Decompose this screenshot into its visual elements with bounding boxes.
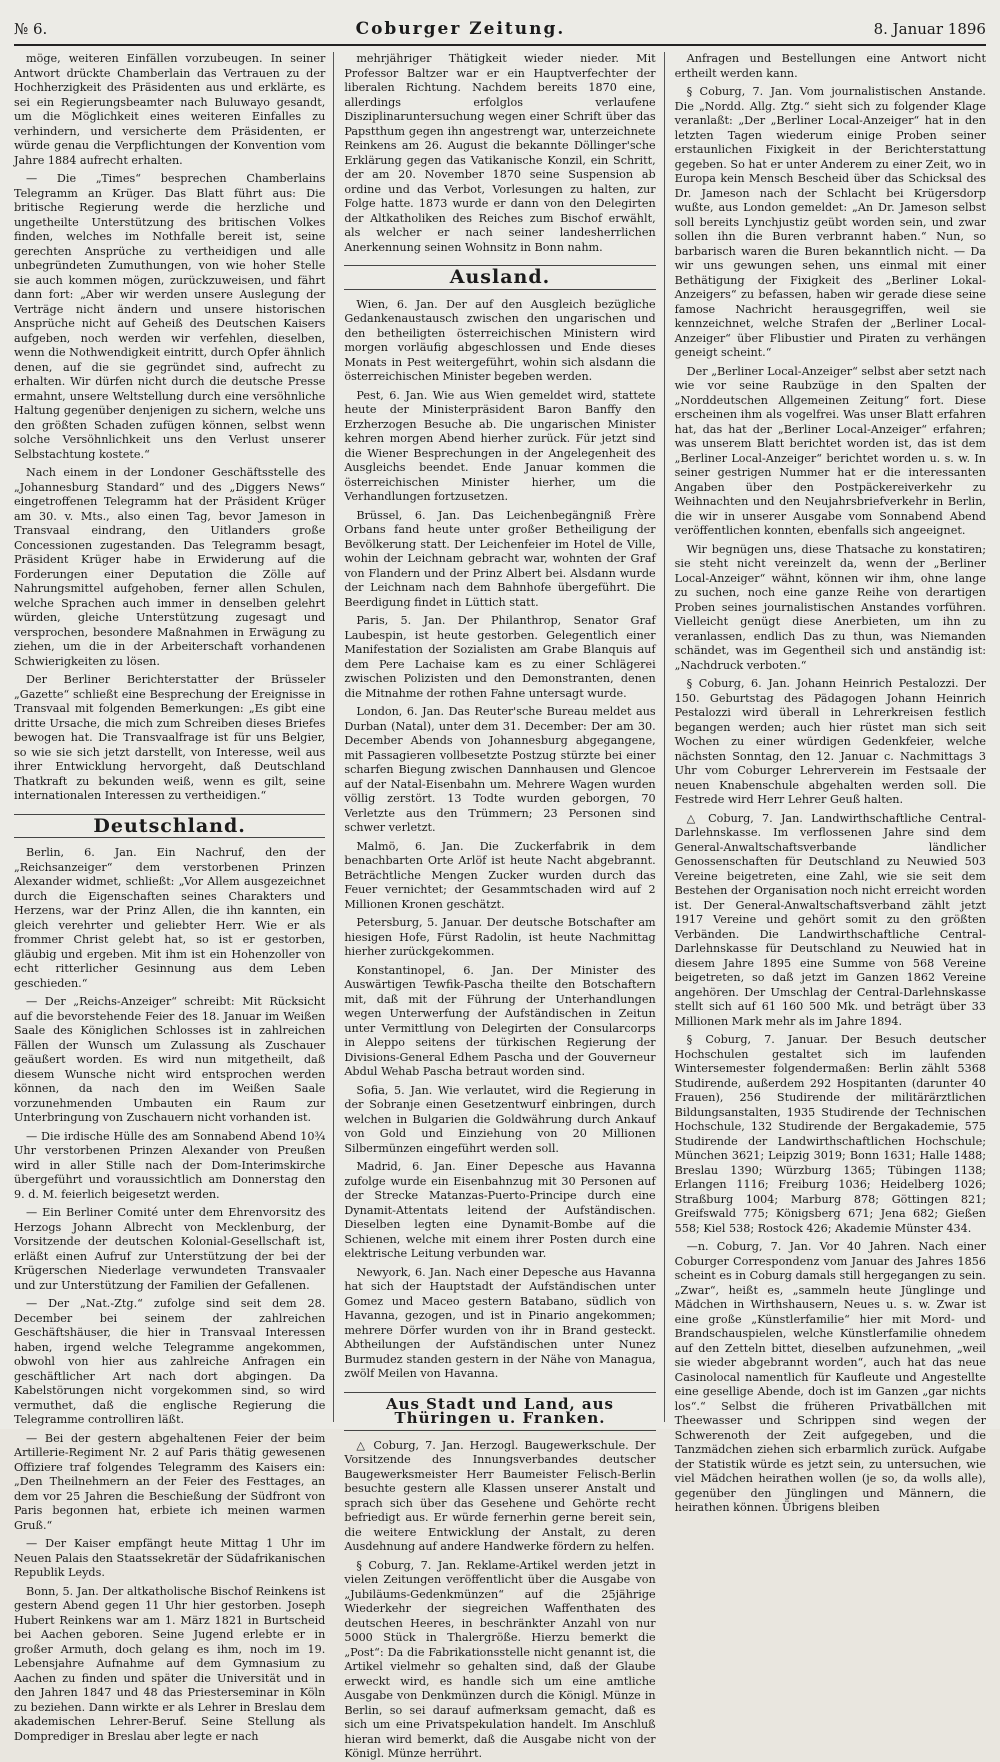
section-heading-stadt-und-land: Aus Stadt und Land, aus Thüringen u. Franken. (344, 1392, 655, 1431)
column-2 (344, 52, 664, 1760)
article-paragraph: § Coburg, 7. Januar. Der Besuch deutscher Hochschulen gestaltet sich im laufenden Wintersemester folgendermaßen: Berlin zählt 5368 Studirende, außerdem 292 Hospitanten (darunter 40 Frauen), 256 Studirende der militärärztlichen Bildungsanstalten, 1935 Studirende der Technischen Hochschule, 132 Studirende der Bergakademie, 575 Studirende der Landwirthschaftlichen Hochschule; München 3621; Leipzig 3019; Bonn 1631; Halle 1488; Breslau 1390; Würzburg 1365; Tübingen 1138; Erlangen 1116; Freiburg 1036; Heidelberg 1026; Straßburg 1004; Marburg 878; Göttingen 821; Greifswald 775; Königsberg 671; Jena 682; Gießen 558; Kiel 538; Rostock 426; Akademie Münster 434. (674, 1033, 986, 1235)
article-paragraph: § Coburg, 6. Jan. Johann Heinrich Pestalozzi. Der 150. Geburtstag des Pädagogen Johann Heinrich Pestalozzi wird überall in Lehrerkreisen festlich begangen werden; auch hier rüstet man sich seit Wochen zu einer würdigen Gedenkfeier, welche nächsten Sonntag, den 12. Januar c. Nachmittags 3 Uhr vom Coburger Lehrerverein im Festsaale der neuen Knabenschule abgehalten werden soll. Die Festrede wird Herr Lehrer Geuß halten. (674, 677, 986, 806)
article-paragraph: Der „Berliner Local-Anzeiger“ selbst aber setzt nach wie vor seine Raubzüge in den Spalten der „Norddeutschen Allgemeinen Zeitung“ fort. Diese erscheinen ihm als vogelfrei. Was unser Blatt erfahren hat, das hat der „Berliner Local-Anzeiger“ erfahren; was unserem Blatt berichtet worden ist, das ist dem „Berliner Local-Anzeiger“ berichtet worden u. s. w. In seiner gestrigen Nummer hat er die interessanten Angaben über den Postpäckereiverkehr zu Weihnachten und den Neujahrsbriefverkehr in Berlin, die wir in unserer Ausgabe vom Sonnabend Abend veröffentlichen konnten, ebenfalls sich angeeignet. (674, 364, 986, 537)
section-heading-ausland: Ausland. (344, 265, 655, 290)
article-paragraph: — Ein Berliner Comité unter dem Ehrenvorsitz des Herzogs Johann Albrecht von Mecklenburg, der Vorsitzende der deutschen Kolonial-Gesellschaft ist, erläßt einen Aufruf zur Unterstützung der bei der Krügerschen Niederlage verwundeten Transvaaler und zur Unterstützung der Familien der Gefallenen. (14, 1206, 326, 1292)
article-paragraph: Petersburg, 5. Januar. Der deutsche Botschafter am hiesigen Hofe, Fürst Radolin, ist heute Nachmittag hierher zurückgekommen. (344, 916, 656, 958)
article-paragraph: Der Berliner Berichterstatter der Brüsseler „Gazette“ schließt eine Besprechung der Ereignisse in Transvaal mit folgenden Bemerkungen: „Es gibt eine dritte Ursache, die mich zum Schreiben dieses Briefes bewogen hat. Die Transvaalfrage ist für uns Belgier, so wie sie sich jetzt darstellt, von Interesse, weil aus ihrer Entwicklung hervorgeht, daß Deutschland Thatkraft zu bekunden weiß, wenn es gilt, seine internationalen Interessen zu vertheidigen.“ (14, 673, 326, 802)
article-paragraph: Bonn, 5. Jan. Der altkatholische Bischof Reinkens ist gestern Abend gegen 11 Uhr hier gestorben. Joseph Hubert Reinkens war am 1. März 1821 in Burtscheid bei Aachen geboren. Seine Jugend erlebte er in großer Armuth, doch gelang es ihm, noch im 19. Lebensjahre Aufnahme auf dem Gymnasium zu Aachen zu finden und später die Universität und in den Jahren 1847 und 48 das Priesterseminar in Köln zu beziehen. Dann wirkte er als Lehrer in Breslau dem akademischen Lehrer-Beruf. Seine Stellung als Domprediger in Breslau aber legte er nach (14, 1584, 326, 1743)
article-paragraph: Sofia, 5. Jan. Wie verlautet, wird die Regierung in der Sobranje einen Gesetzentwurf einbringen, durch welchen in Bulgarien die Goldwährung durch Ankauf von Gold und Einziehung von 20 Millionen Silbermünzen eingeführt werden soll. (344, 1083, 656, 1155)
article-paragraph: — Der „Nat.-Ztg.“ zufolge sind seit dem 28. December bei seinem der zahlreichen Geschäftshäuser, die hier in Transvaal Interessen haben, irgend welche Telegramme angekommen, obwohl von hier aus zahlreiche Anfragen ein geschäftlicher Art nach dort abgingen. Da Kabelstörungen nicht vorgekommen sind, so wird vermuthet, daß die englische Regierung die Telegramme controlliren läßt. (14, 1297, 326, 1426)
columns (14, 52, 986, 1760)
article-paragraph: △ Coburg, 7. Jan. Landwirthschaftliche Central-Darlehnskasse. Im verflossenen Jahre sind dem General-Anwaltschaftsverbande ländlicher Genossenschaften für Deutschland zu Neuwied 503 Vereine beigetreten, eine Zahl, wie sie seit dem Bestehen der Organisation noch nicht erreicht worden ist. Der General-Anwaltschaftsverband zählt jetzt 1917 Vereine und gehört somit zu den größten Verbänden. Die Landwirthschaftliche Central-Darlehnskasse für Deutschland zu Neuwied hat in diesem Jahre 1895 eine Summe von 568 Vereine beigetreten, so daß jetzt im Ganzen 1862 Vereine angehören. Der Umschlag der Central-Darlehnskasse stellt sich auf 61 160 500 Mk. und beträgt über 33 Millionen Mark mehr als im Jahre 1894. (674, 811, 986, 1028)
article-paragraph: Berlin, 6. Jan. Ein Nachruf, den der „Reichsanzeiger“ dem verstorbenen Prinzen Alexander widmet, schließt: „Vor Allem ausgezeichnet durch die Eigenschaften seines Charakters und Herzens, war der Prinz Allen, die ihn kannten, ein gleich verehrter und geliebter Herr. Wie er als frommer Christ gelebt hat, so ist er gestorben, gläubig und ergeben. Mit ihm ist ein Hohenzoller von echt ritterlicher Gesinnung aus dem Leben geschieden.“ (14, 846, 326, 990)
article-paragraph: Paris, 5. Jan. Der Philanthrop, Senator Graf Laubespin, ist heute gestorben. Gelegentlich einer Manifestation der Sozialisten am Grabe Blanquis auf dem Pere Lachaise kam es zu einer Schlägerei zwischen Polizisten und den Demonstranten, denen die Mitnahme der rothen Fahne untersagt wurde. (344, 614, 656, 700)
page-header (14, 14, 986, 46)
article-paragraph: Wir begnügen uns, diese Thatsache zu konstatiren; sie steht nicht vereinzelt da, wenn der „Berliner Local-Anzeiger“ wähnt, können wir ihm, ohne lange zu suchen, noch eine ganze Reihe von derartigen Proben seines journalistischen Anstandes vorführen. Vielleicht genügt diese Anerbieten, um ihn zu veranlassen, endlich Das zu thun, was Niemanden schändet, was im Gegentheil sich und anständig ist: „Nachdruck verboten.“ (674, 542, 986, 672)
article-paragraph: — Der „Reichs-Anzeiger“ schreibt: Mit Rücksicht auf die bevorstehende Feier des 18. Januar im Weißen Saale des Königlichen Schlosses ist in zahlreichen Fällen der Wunsch um Zulassung als Zuschauer geäußert worden. Es wird nun mitgetheilt, daß diesem Wunsche nicht wird entsprochen werden können, da nach den im Weißen Saale vorzunehmenden Umbauten ein Raum zur Unterbringung von Zuschauern nicht vorhanden ist. (14, 995, 326, 1124)
article-paragraph: — Die irdische Hülle des am Sonnabend Abend 10¾ Uhr verstorbenen Prinzen Alexander von Preußen wird in aller Stille nach der Dom-Interimskirche übergeführt und voraussichtlich am Donnerstag den 9. d. M. feierlich beigesetzt werden. (14, 1129, 326, 1201)
article-paragraph: Pest, 6. Jan. Wie aus Wien gemeldet wird, stattete heute der Ministerpräsident Baron Banffy den Erzherzogen Besuche ab. Die ungarischen Minister kehren morgen Abend hierher zurück. Für jetzt sind die Wiener Besprechungen in der Angelegenheit des Ausgleichs beendet. Ende Januar kommen die österreichischen Minister hierher, um die Verhandlungen fortzusetzen. (344, 388, 656, 503)
section-heading-deutschland: Deutschland. (14, 814, 325, 839)
article-paragraph: Anfragen und Bestellungen eine Antwort nicht ertheilt werden kann. (674, 52, 986, 80)
article-paragraph: Brüssel, 6. Jan. Das Leichenbegängniß Frère Orbans fand heute unter großer Betheiligung der Bevölkerung statt. Der Leichenfeier im Hotel de Ville, wohin der Leichnam gebracht war, wohnten der Graf von Flandern und der Prinz Albert bei. Alsdann wurde der Leichnam nach dem Bahnhofe übergeführt. Die Beerdigung findet in Lüttich statt. (344, 508, 656, 609)
article-paragraph: möge, weiteren Einfällen vorzubeugen. In seiner Antwort drückte Chamberlain das Vertrauen zu der Hochherzigkeit des Präsidenten aus und erklärte, es sei ein Regierungsbeamter nach Buluwayo gesandt, um die Möglichkeit eines weiteren Einfalles zu verhindern, und versicherte dem Präsidenten, er würde genau die Verpflichtungen der Konvention vom Jahre 1884 aufrecht erhalten. (14, 52, 326, 167)
newspaper-title: Coburger Zeitung. (355, 19, 566, 39)
article-paragraph: — Der Kaiser empfängt heute Mittag 1 Uhr im Neuen Palais den Staatssekretär der Südafrikanischen Republik Leyds. (14, 1537, 326, 1579)
article-paragraph: Madrid, 6. Jan. Einer Depesche aus Havanna zufolge wurde ein Eisenbahnzug mit 30 Personen auf der Strecke Matanzas-Puerto-Principe durch eine Dynamit-Attentats leitend der Aufständischen. Dieselben legten eine Dynamit-Bombe auf die Schienen, welche mit einem ihrer Posten durch eine elektrische Leitung verbunden war. (344, 1160, 656, 1260)
article-paragraph: Konstantinopel, 6. Jan. Der Minister des Auswärtigen Tewfik-Pascha theilte den Botschaftern mit, daß mit der Führung der Unterhandlungen wegen Unterwerfung der Aufständischen in Zeitun unter Vermittlung von Delegirten der Consularcorps in Aleppo seitens der türkischen Regierung der Divisions-General Edhem Pascha und der Gouverneur Abdul Wehab Pascha betraut worden sind. (344, 963, 656, 1078)
article-paragraph: § Coburg, 7. Jan. Vom journalistischen Anstande. Die „Nordd. Allg. Ztg.“ sieht sich zu folgender Klage veranlaßt: „Der „Berliner Local-Anzeiger“ hat in den letzten Tagen wiederum einige Proben seiner erstaunlichen Fixigkeit in der Berichterstattung gegeben. So hat er unter Anderem zu einer Zeit, wo in Europa kein Mensch Bescheid über das Schicksal des Dr. Jameson nach der Schlacht bei Krügersdorp wußte, aus London gemeldet: „An Dr. Jameson selbst soll bereits Lynchjustiz geübt worden sein, und zwar sollen ihn die Buren verbrannt haben.“ Nun, so barbarisch waren die Buren bekanntlich nicht. — Da wir uns gewungen sehen, uns einmal mit einer Bethätigung der Fixigkeit des „Berliner Lokal-Anzeigers“ zu befassen, haben wir gerade diese seine famose Nachricht herausgegriffen, weil sie kennzeichnet, welche Strafen der „Berliner Local-Anzeiger“ über Flibustier und Piraten zu verhängen geneigt scheint.“ (674, 85, 986, 359)
article-paragraph: △ Coburg, 7. Jan. Herzogl. Baugewerkschule. Der Vorsitzende des Innungsverbandes deutscher Baugewerksmeister Herr Baumeister Felisch-Berlin besuchte gestern alle Klassen unserer Anstalt und sprach sich über das Gesehene und Gehörte recht befriedigt aus. Er würde fernerhin gerne bereit sein, die weitere Entwicklung der Anstalt, zu deren Ausdehnung auf andere Handwerke fördern zu helfen. (344, 1438, 656, 1553)
article-paragraph: Wien, 6. Jan. Der auf den Ausgleich bezügliche Gedankenaustausch zwischen den ungarischen und den betheiligten österreichischen Ministern wird morgen vorläufig abgeschlossen und Ende dieses Monats in Pest weitergeführt, wohin sich alsdann die österreichischen Minister begeben werden. (344, 297, 656, 383)
article-paragraph: —n. Coburg, 7. Jan. Vor 40 Jahren. Nach einer Coburger Correspondenz vom Januar des Jahres 1856 scheint es in Coburg damals still hergegangen zu sein. „Zwar“, heißt es, „sammeln heute Jünglinge und Mädchen in Wirthshausern, Neues u. s. w. Zwar ist eine große „Künstlerfamilie“ hier mit Mord- und Brandschauspielen, welche Künstlerfamilie ohnedem auf den Zetteln bittet, dieselben aufzunehmen, „weil sie wieder abgebrannt worden“, auch hat das neue Casinolocal namentlich für Kaufleute und Angestellte eine gesellige Abende, doch ist im Ganzen „gar nichts los“.“ Selbst die früheren Privatbällchen mit Theewasser und Schrippen sind wegen der Schwerenoth der Zeit aufgegeben, und die Tanzmädchen ziehen sich erbarmlich zurück. Aufgabe der Statistik würde es jetzt sein, zu untersuchen, wie viel Mädchen heirathen wollen (je so, da wolls alle), gegenüber den Jünglingen und Männern, die heirathen können. Übrigens bleiben (674, 1240, 986, 1514)
article-paragraph: mehrjähriger Thätigkeit wieder nieder. Mit Professor Baltzer war er ein Hauptverfechter der liberalen Richtung. Nachdem bereits 1870 eine, allerdings erfolglos verlaufene Disziplinaruntersuchung wegen einer Schrift über das Papstthum gegen ihn angestrengt war, unterzeichnete Reinkens am 26. August die bekannte Döllinger'sche Erklärung gegen das Vatikanische Konzil, ein Schritt, der am 20. November 1870 seine Suspension ab ordine und das Verbot, Vorlesungen zu halten, zur Folge hatte. 1873 wurde er dann von den Delegirten der Altkatholiken des Reiches zum Bischof erwählt, als welcher er nach seiner landesherrlichen Anerkennung seinen Wohnsitz in Bonn nahm. (344, 52, 656, 254)
article-paragraph: — Die „Times“ besprechen Chamberlains Telegramm an Krüger. Das Blatt führt aus: Die britische Regierung werde die herzliche und ungetheilte Unterstützung des britischen Volkes finden, welches im Nothfalle bereit ist, seine gerechten Ansprüche zu vertheidigen und alle unbegründeten Zumuthungen, von wie hoher Stelle sie auch kommen mögen, zurückzuweisen, und fährt dann fort: „Aber wir werden unsere Auslegung der Verträge nicht ändern und unsere historischen Ansprüche nicht auf Geheiß des Deutschen Kaisers aufgeben, noch werden wir verfehlen, dieselben, wenn die Nothwendigkeit eintritt, durch Opfer ähnlich denen, auf die sie gegründet sind, aufrecht zu erhalten. Wir dürfen nicht durch die deutsche Presse ermahnt, unsere Weltstellung durch eine versöhnliche Haltung gegenüber denjenigen zu sichern, welche uns den größten Schaden zufügen können, selbst wenn solche Versöhnlichkeit uns den Verlust unserer Selbstachtung kostete.“ (14, 172, 326, 461)
article-paragraph: Newyork, 6. Jan. Nach einer Depesche aus Havanna hat sich der Hauptstadt der Aufständischen unter Gomez und Maceo gestern Batabano, südlich von Havanna, gezogen, und ist in Pinario angekommen; mehrere Dörfer wurden von ihr in Brand gesteckt. Abtheilungen der Aufständischen unter Nunez Burmudez standen gestern in der Nähe von Managua, zwölf Meilen von Havanna. (344, 1265, 656, 1380)
column-3 (674, 52, 986, 1514)
column-1 (14, 52, 334, 1743)
article-paragraph: — Bei der gestern abgehaltenen Feier der beim Artillerie-Regiment Nr. 2 auf Paris thätig gewesenen Offiziere traf folgendes Telegramm des Kaisers ein: „Den Theilnehmern an der Feier des Festtages, an dem vor 25 Jahren die Beschießung der Südfront von Paris begonnen hat, erbiete ich meinen warmen Gruß.“ (14, 1431, 326, 1532)
article-paragraph: § Coburg, 7. Jan. Reklame-Artikel werden jetzt in vielen Zeitungen veröffentlicht über die Ausgabe von „Jubiläums-Gedenkmünzen“ auf die 25jährige Wiederkehr der siegreichen Waffenthaten des deutschen Heeres, in beschränkter Anzahl von nur 5000 Stück in Thalergröße. Hierzu bemerkt die „Post“: Da die Fabrikationsstelle nicht genannt ist, die Artikel vielmehr so gehalten sind, daß der Glaube erweckt wird, es handle sich um eine amtliche Ausgabe von Denkmünzen durch die Königl. Münze in Berlin, so sei darauf aufmerksam gemacht, daß es sich um eine Privatspekulation handelt. Im Anschluß hieran wird bemerkt, daß die Ausgabe nicht von der Königl. Münze herrührt. (344, 1558, 656, 1760)
article-paragraph: London, 6. Jan. Das Reuter'sche Bureau meldet aus Durban (Natal), unter dem 31. December: Der am 30. December Abends von Johannesburg abgegangene, mit Passagieren vollbesetzte Postzug stürzte bei einer scharfen Biegung zwischen Dannhausen und Glencoe auf der Natal-Eisenbahn um. Mehrere Wagen wurden völlig zerstört. 13 Todte wurden geborgen, 70 Verletzte aus den Trümmern; 23 Personen sind schwer verletzt. (344, 705, 656, 834)
issue-number: № 6. (14, 20, 48, 38)
article-paragraph: Malmö, 6. Jan. Die Zuckerfabrik in dem benachbarten Orte Arlöf ist heute Nacht abgebrannt. Beträchtliche Mengen Zucker wurden durch das Feuer vernichtet; der Gesammtschaden wird auf 2 Millionen Kronen geschätzt. (344, 839, 656, 911)
article-paragraph: Nach einem in der Londoner Geschäftsstelle des „Johannesburg Standard“ und des „Diggers News“ eingetroffenen Telegramm hat der Präsident Krüger am 30. v. Mts., also einen Tag, bevor Jameson in Transvaal eindrang, den Uitlanders große Concessionen zugestanden. Das Telegramm besagt, Präsident Krüger habe in Erwiderung auf die Forderungen einer Deputation die Zölle auf Nahrungsmittel aufgehoben, ferner allen Schulen, welche Sprachen auch immer in denselben gelehrt würden, gleiche Unterstützung zugesagt und versprochen, besondere Maßnahmen in Erwägung zu ziehen, um die in der Arbeiterschaft vorhandenen Schwierigkeiten zu lösen. (14, 466, 326, 668)
issue-date: 8. Januar 1896 (873, 20, 986, 38)
